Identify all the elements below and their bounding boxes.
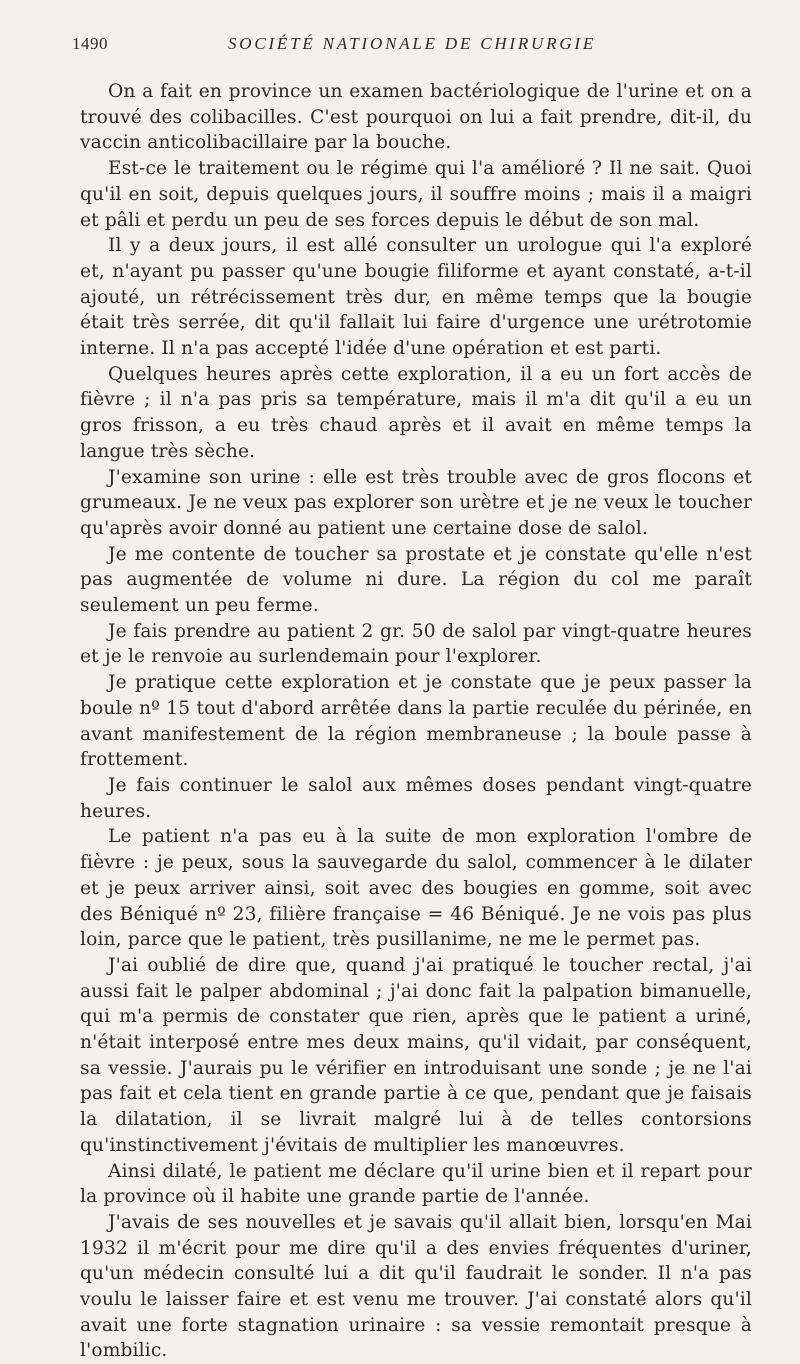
paragraph: Je fais continuer le salol aux mêmes doses pendant vingt-quatre heures. — [80, 774, 752, 822]
running-header — [72, 34, 752, 58]
paragraph: Je pratique cette exploration et je constate que je peux passer la boule nº 15 tout d'abord arrêtée dans la partie reculée du périnée, en avant manifestement de la région membraneuse ; la boule passe à frottement. — [80, 672, 752, 771]
paragraph: On a fait en province un examen bactériologique de l'urine et on a trouvé des colibacilles. C'est pourquoi on lui a fait prendre, dit-il, du vaccin anticolibacillaire par la bouche. — [80, 81, 752, 154]
journal-title: SOCIÉTÉ NATIONALE DE CHIRURGIE — [227, 34, 597, 53]
paragraph: J'examine son urine : elle est très trouble avec de gros flocons et grumeaux. Je ne veux pas explorer son urètre et je ne veux le toucher qu'après avoir donné au patient une certaine dose de salol. — [80, 466, 752, 539]
paragraph: J'avais de ses nouvelles et je savais qu'il allait bien, lorsqu'en Mai 1932 il m'écrit pour me dire qu'il a des envies fréquentes d'uriner, qu'un médecin consulté lui a dit qu'il faudrait le sonder. Il n'a pas voulu le laisser faire et est venu me trouver. J'ai constaté alors qu'il avait une forte stagnation urinaire : sa vessie remontait presque à l'ombilic. — [80, 1211, 752, 1362]
paragraph: Il y a deux jours, il est allé consulter un urologue qui l'a exploré et, n'ayant pu passer qu'une bougie filiforme et ayant constaté, a-t-il ajouté, un rétrécissement très dur, en même temps que la bougie était très serrée, dit qu'il fallait lui faire d'urgence une urétrotomie interne. Il n'a pas accepté l'idée d'une opération et est parti. — [80, 235, 752, 360]
paragraph: Le patient n'a pas eu à la suite de mon exploration l'ombre de fièvre : je peux, sous la sauvegarde du salol, commencer à le dilater et je peux arriver ainsi, soit avec des bougies en gomme, soit avec des Béniqué nº 23, filière française = 46 Béniqué. Je ne vois pas plus loin, parce que le patient, très pusillanime, ne me le permet pas. — [80, 826, 752, 951]
paragraph: Quelques heures après cette exploration, il a eu un fort accès de fièvre ; il n'a pas pris sa température, mais il m'a dit qu'il a eu un gros frisson, a eu très chaud après et il avait en même temps la langue très sèche. — [80, 363, 752, 462]
paragraph: Je fais prendre au patient 2 gr. 50 de salol par vingt-quatre heures et je le renvoie au surlendemain pour l'explorer. — [80, 620, 752, 668]
page-number: 1490 — [72, 34, 108, 53]
body-text — [80, 79, 752, 1364]
paragraph: Je me contente de toucher sa prostate et je constate qu'elle n'est pas augmentée de volume ni dure. La région du col me paraît seulement un peu ferme. — [80, 543, 752, 617]
paragraph: Est-ce le traitement ou le régime qui l'a amélioré ? Il ne sait. Quoi qu'il en soit, depuis quelques jours, il souffre moins ; mais il a maigri et pâli et perdu un peu de ses forces depuis le début de son mal. — [80, 158, 752, 231]
paragraph: Ainsi dilaté, le patient me déclare qu'il urine bien et il repart pour la province où il habite une grande partie de l'année. — [80, 1160, 752, 1208]
paragraph: J'ai oublié de dire que, quand j'ai pratiqué le toucher rectal, j'ai aussi fait le palper abdominal ; j'ai donc fait la palpation bimanuelle, qui m'a permis de constater que rien, après que le patient a uriné, n'était interposé entre mes deux mains, qu'il vidait, par conséquent, sa vessie. J'aurais pu le vérifier en introduisant une sonde ; je ne l'ai pas fait et cela tient en grande partie à ce que, pendant que je faisais la dilatation, il se livrait malgré lui à de telles contorsions qu'instinctivement j'évitais de multiplier les manœuvres. — [80, 954, 752, 1156]
